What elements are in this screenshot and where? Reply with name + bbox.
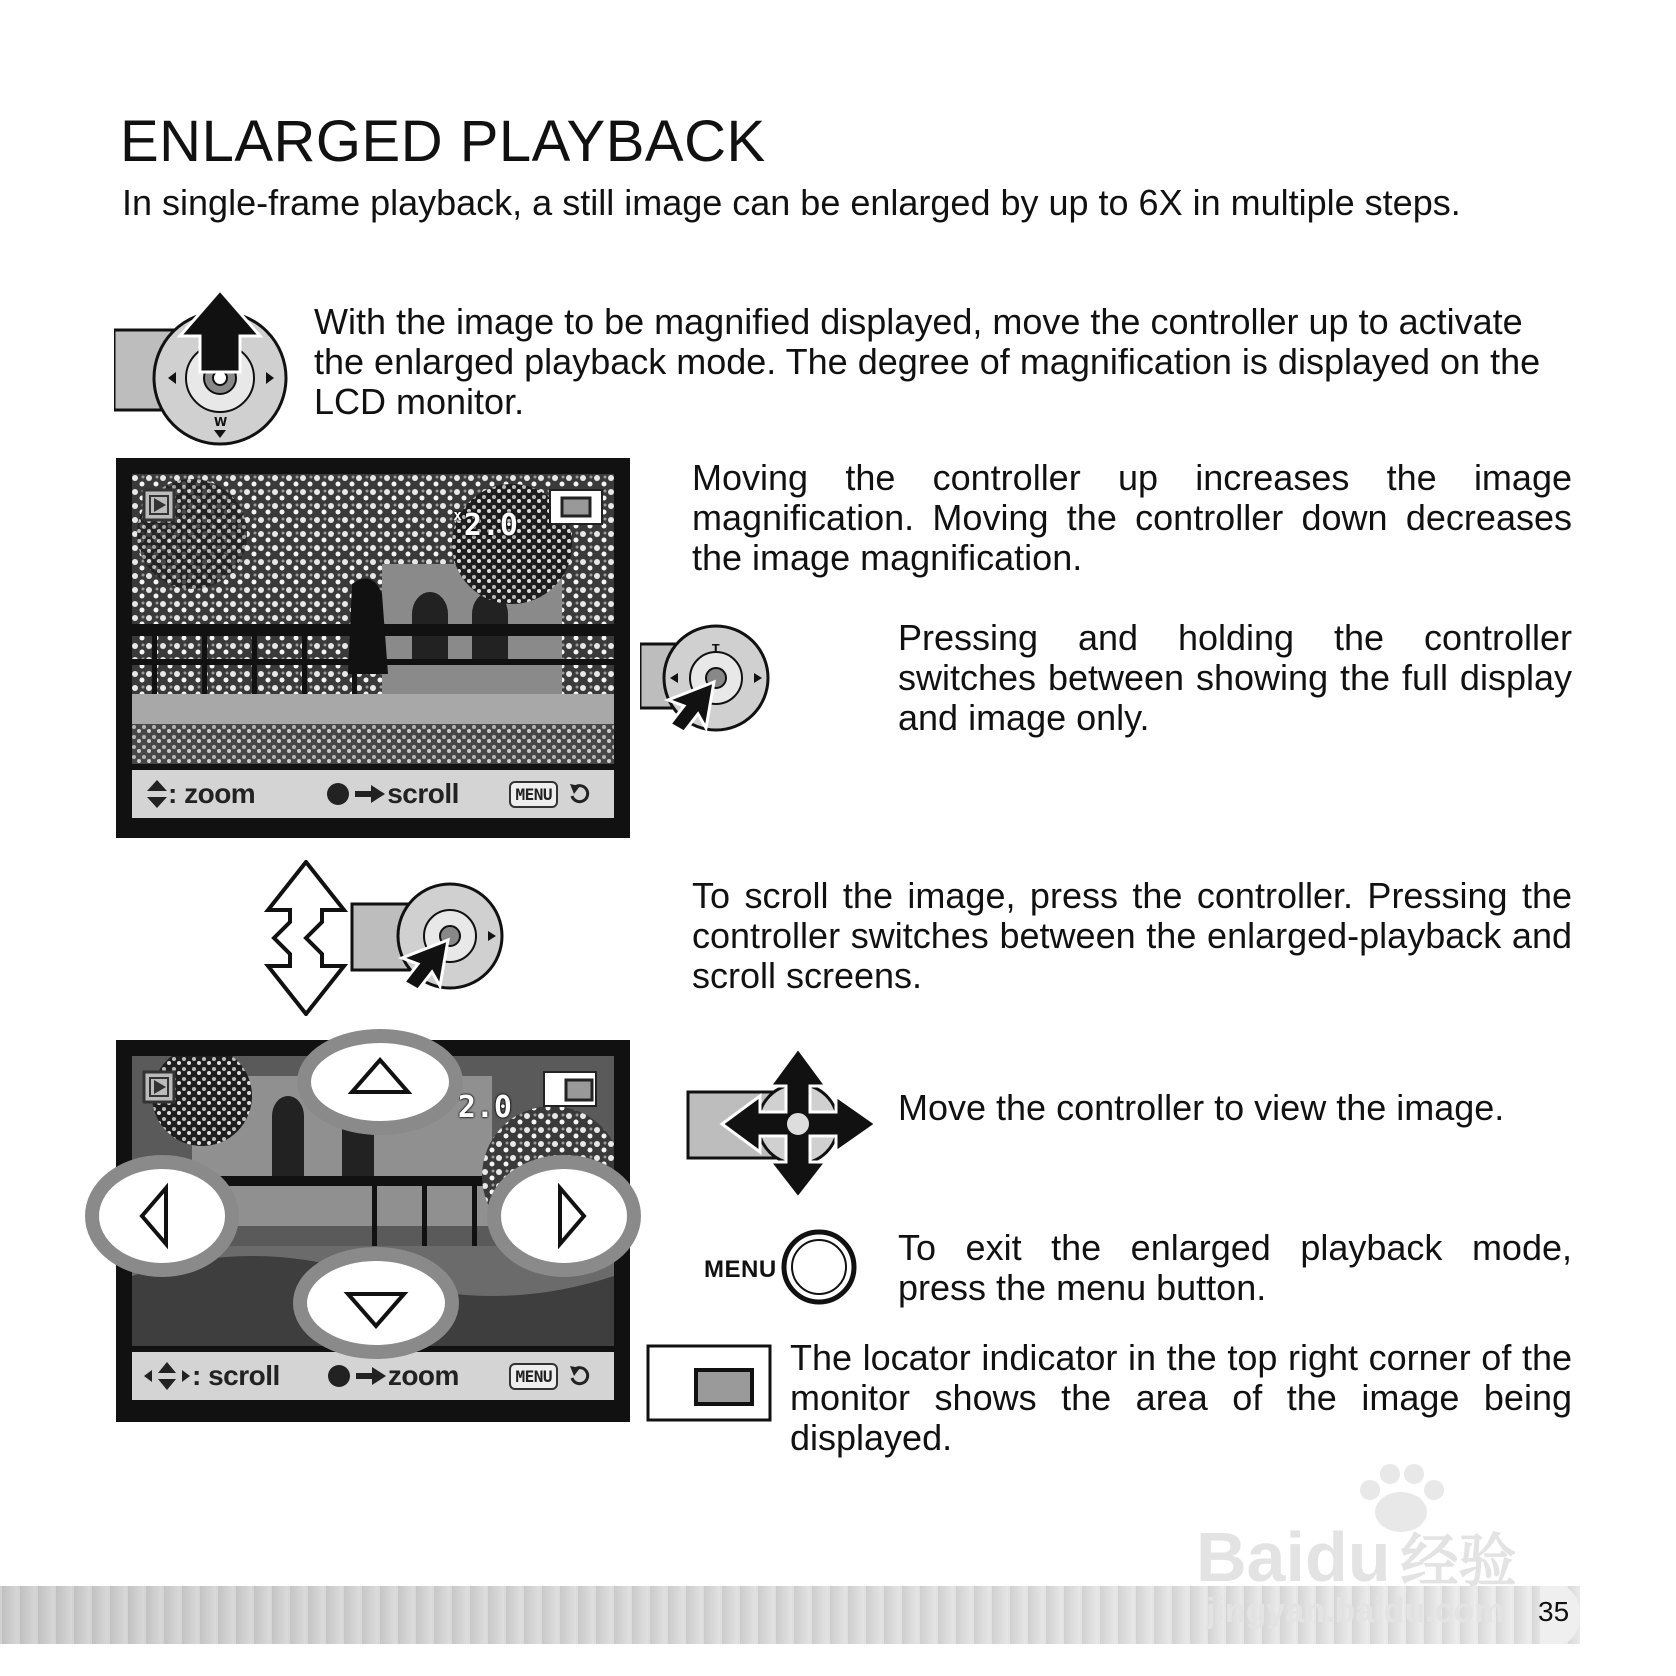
return-icon (568, 1364, 592, 1388)
scroll-up-callout-icon (296, 1028, 464, 1136)
playback-mode-icon (142, 488, 176, 522)
paragraph-scroll: To scroll the image, press the controller. Pressing the controller switches between the enlarged-playback and scroll screens. (692, 875, 1572, 996)
page-subtitle: In single-frame playback, a still image can be enlarged by up to 6X in multiple steps. (122, 182, 1461, 223)
watermark-brand-du: du (1304, 1518, 1391, 1596)
scroll-left-callout-icon (84, 1152, 240, 1280)
watermark-cn: 经验 (1400, 1529, 1517, 1594)
scroll-right-callout-icon (486, 1152, 642, 1280)
paragraph-press-hold: Pressing and holding the controller switches between showing the full display and image only. (898, 617, 1572, 738)
screen-guide-bar (132, 770, 614, 818)
paragraph-activate: With the image to be magnified displayed, move the controller up to activate the enlarged playback mode. The degree of magnification is displayed on the LCD monitor. (314, 301, 1541, 422)
locator-indicator-icon (646, 1344, 772, 1422)
controller-press-icon (640, 624, 772, 734)
watermark (1196, 1464, 1596, 1630)
up-down-icon (146, 778, 168, 810)
paragraph-magnification: Moving the controller up increases the image magnification. Moving the controller down decreases the image magnification. (692, 457, 1572, 578)
switch-screens-icon (264, 860, 504, 1016)
four-way-icon (142, 1360, 192, 1392)
controller-wide-label: W (214, 415, 228, 429)
menu-icon: MENU (509, 1363, 558, 1390)
controller-up-icon (114, 290, 298, 446)
watermark-brand: Bai (1196, 1518, 1305, 1596)
lcd-screen-zoom (116, 458, 630, 838)
guide-scroll-label: : scroll (192, 1360, 280, 1391)
paragraph-move: Move the controller to view the image. (898, 1087, 1505, 1128)
page-number: 35 (1538, 1596, 1570, 1627)
menu-button-label: MENU (704, 1256, 777, 1283)
watermark-url: jingyan.baidu.com (1206, 1592, 1505, 1630)
guide-zoom-label: : zoom (168, 778, 256, 809)
up-down-switch-arrow-icon (268, 862, 344, 1014)
scroll-down-callout-icon (292, 1246, 460, 1360)
paragraph-locator: The locator indicator in the top right corner of the monitor shows the area of the image being displayed. (790, 1337, 1572, 1458)
return-icon (568, 782, 592, 806)
menu-button-icon (780, 1228, 858, 1306)
locator-indicator-icon (548, 488, 604, 526)
press-to-zoom-icon (328, 1363, 388, 1389)
paragraph-exit: To exit the enlarged playback mode, press the menu button. (898, 1227, 1572, 1308)
press-to-scroll-icon (327, 781, 387, 807)
page-title: ENLARGED PLAYBACK (120, 109, 766, 174)
guide-zoom-label: zoom (387, 1360, 459, 1391)
controller-four-way-icon (686, 1046, 878, 1200)
photo-enlarged (132, 474, 614, 764)
controller-tele-label: T (712, 642, 720, 655)
guide-scroll-label: scroll (387, 778, 459, 809)
menu-icon: MENU (509, 781, 558, 808)
locator-indicator-icon (542, 1070, 598, 1108)
magnification-readout: 2.0 (457, 1090, 512, 1125)
magnification-readout: $^x$2.0 (453, 508, 518, 543)
playback-mode-icon (142, 1070, 176, 1104)
